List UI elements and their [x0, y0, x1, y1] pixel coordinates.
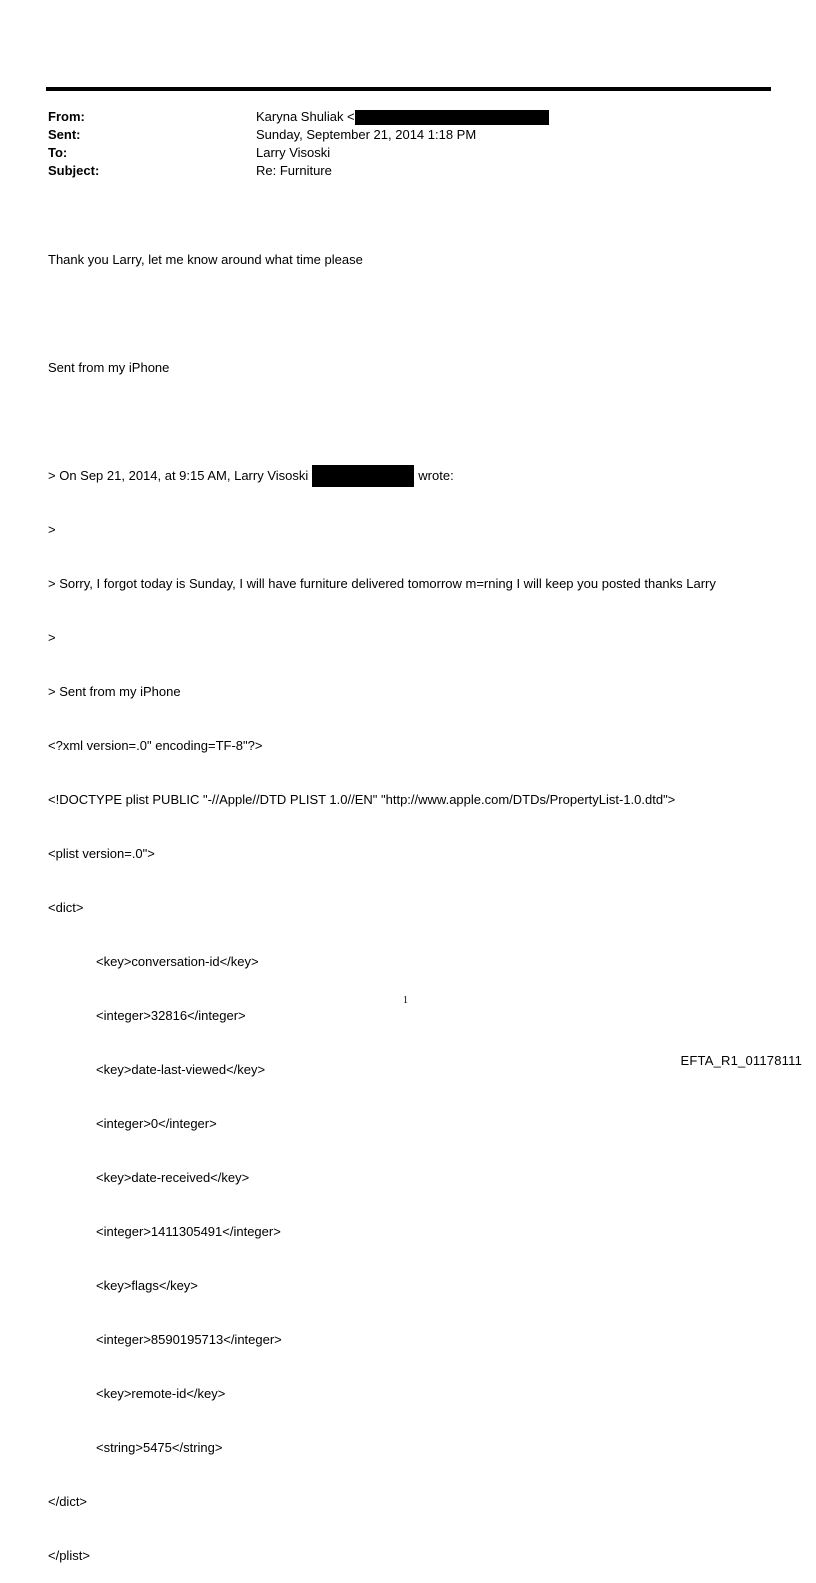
quote-intro-post: wrote: [418, 468, 454, 483]
to-value: Larry Visoski [256, 145, 331, 160]
plist-entry: <integer>32816</integer> [96, 1008, 246, 1023]
blank-line [48, 413, 716, 431]
signature: Sent from my iPhone [48, 360, 170, 375]
from-label: From: [48, 109, 85, 124]
email-header [48, 108, 748, 180]
sent-value: Sunday, September 21, 2014 1:18 PM [256, 127, 477, 142]
dict-open: <dict> [48, 900, 84, 915]
plist-entry: <integer>0</integer> [96, 1116, 217, 1131]
plist-entry: <key>flags</key> [96, 1278, 198, 1293]
dict-close: </dict> [48, 1494, 88, 1509]
plist-entry: <key>conversation-id</key> [96, 954, 259, 969]
to-row [48, 144, 748, 162]
document-id: EFTA_R1_01178111 [680, 1053, 802, 1068]
plist-entry: <string>5475</string> [96, 1440, 223, 1455]
plist-close: </plist> [48, 1548, 90, 1563]
quote-intro-pre: > On Sep 21, 2014, at 9:15 AM, Larry Visoski [48, 468, 309, 483]
sent-label: Sent: [48, 127, 81, 142]
header-divider [46, 87, 771, 91]
plist-doctype: <!DOCTYPE plist PUBLIC "-//Apple//DTD PLIST 1.0//EN" "http://www.apple.com/DTDs/PropertyList-1.0.dtd"> [48, 792, 676, 807]
redaction-box [312, 465, 414, 487]
plist-entry: <key>date-received</key> [96, 1170, 250, 1185]
sent-row [48, 126, 748, 144]
subject-value: Re: Furniture [256, 163, 332, 178]
from-row [48, 108, 748, 126]
to-label: To: [48, 145, 68, 160]
redaction-box [355, 110, 549, 125]
plist-entry: <integer>8590195713</integer> [96, 1332, 282, 1347]
quote-intro [48, 467, 716, 485]
page-number: 1 [403, 995, 408, 1006]
plist-entry: <key>date-last-viewed</key> [96, 1062, 266, 1077]
reply-line: Thank you Larry, let me know around what time please [48, 252, 363, 267]
subject-row [48, 162, 748, 180]
subject-label: Subject: [48, 163, 100, 178]
quote-signature: > Sent from my iPhone [48, 684, 181, 699]
plist-open: <plist version=.0"> [48, 846, 155, 861]
blank-line [48, 305, 716, 323]
plist-xml-decl: <?xml version=.0" encoding=TF-8"?> [48, 738, 263, 753]
email-body [48, 215, 716, 1583]
from-value: Karyna Shuliak < [256, 109, 355, 124]
plist-entry: <integer>1411305491</integer> [96, 1224, 281, 1239]
quote-blank: > [48, 522, 56, 537]
plist-entry: <key>remote-id</key> [96, 1386, 226, 1401]
quote-text: > Sorry, I forgot today is Sunday, I will have furniture delivered tomorrow m=rning I will keep you posted thanks Larry [48, 576, 716, 591]
from-value-wrap [256, 108, 549, 126]
quote-blank: > [48, 630, 56, 645]
